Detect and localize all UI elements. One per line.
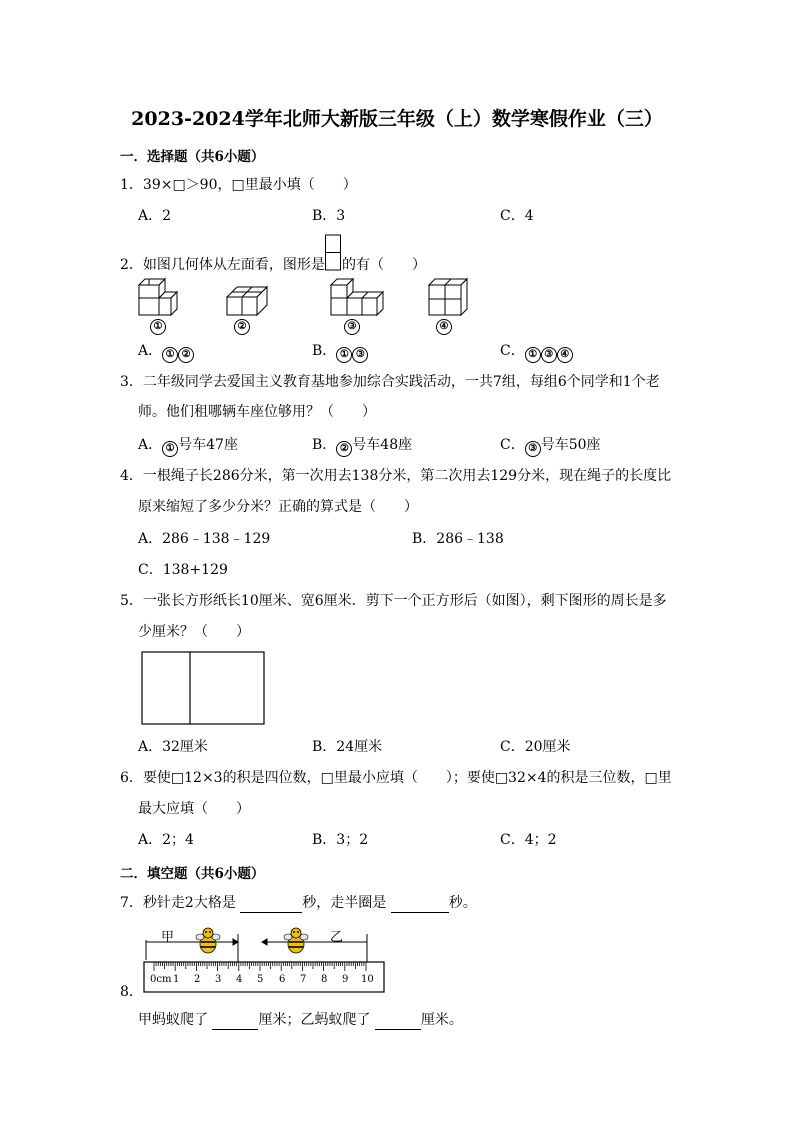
figure-label-1: ① [150,316,166,335]
ruler-tick-label: 5 [257,974,264,985]
q6-option-c[interactable]: C．4；2 [500,832,557,848]
q7-blank-2[interactable] [391,898,449,913]
q5-option-a[interactable]: A．32厘米 [138,739,208,755]
question-1: 1．39×□＞90，□里最小填（ ） [120,177,357,193]
q4-option-b[interactable]: B．286﹣138 [412,531,504,547]
question-5-line2: 少厘米？（ ） [138,624,250,640]
question-8-text: 甲蚂蚁爬了 厘米；乙蚂蚁爬了 厘米。 [138,1012,463,1028]
q1-option-a[interactable]: A．2 [138,208,172,224]
q3-option-c[interactable]: C． ③ 号车50座 [500,435,601,457]
q1-option-b[interactable]: B．3 [312,208,346,224]
cube-figure-2 [226,285,270,317]
ruler-tick-label: 3 [215,974,222,985]
question-8-number: 8． [120,984,143,1000]
q2-option-c[interactable]: C． ① ③ ④ [500,341,573,363]
figure-label-4: ④ [436,316,452,335]
label-jia: 甲 [161,930,175,945]
question-4-line1: 4．一根绳子长286分米，第一次用去138分米，第二次用去129分米，现在绳子的长度比 [120,468,672,484]
section-heading-fill: 二．填空题（共6小题） [120,866,265,882]
q4-option-a[interactable]: A．286﹣138﹣129 [138,531,271,547]
q1-option-c[interactable]: C．4 [500,208,534,224]
q8-blank-2[interactable] [375,1015,421,1030]
rectangle-paper-figure [141,651,266,726]
ruler-tick-label: 8 [321,974,328,985]
question-5-line1: 5．一张长方形纸长10厘米、宽6厘米．剪下一个正方形后（如图），剩下图形的周长是多 [120,593,667,609]
q7-blank-1[interactable] [240,898,302,913]
figure-label-2: ② [234,316,250,335]
bee-icon [284,928,308,953]
ruler-tick-label: 10 [361,974,374,985]
q8-blank-1[interactable] [212,1015,258,1030]
cube-figure-1 [138,277,180,317]
ruler-tick-label: 1 [173,974,180,985]
ruler-unit-label: 0cm [150,974,172,985]
question-3-line1: 3．二年级同学去爱国主义教育基地参加综合实践活动，一共7组，每组6个同学和1个老 [120,374,660,390]
q3-option-b[interactable]: B． ② 号车48座 [312,435,412,457]
label-yi: 乙 [330,930,344,945]
ruler-tick-label: 9 [342,974,349,985]
cube-figure-3 [330,277,386,317]
section-heading-choice: 一．选择题（共6小题） [120,149,265,165]
ruler-tick-label: 2 [194,974,201,985]
page-title: 2023-2024学年北师大新版三年级（上）数学寒假作业（三） [131,108,663,130]
ruler-tick-label: 7 [300,974,307,985]
question-7: 7．秒针走2大格是 秒，走半圈是 秒。 [120,895,477,911]
question-2-start: 2．如图几何体从左面看，图形是 [120,257,325,273]
left-view-figure [325,234,341,272]
question-3-line2: 师。他们租哪辆车座位够用？（ ） [138,404,376,420]
q6-option-b[interactable]: B．3；2 [312,832,369,848]
q5-option-b[interactable]: B．24厘米 [312,739,383,755]
question-2-end: 的有（ ） [342,257,426,273]
cube-figure-4 [428,277,470,317]
q3-option-a[interactable]: A． ① 号车47座 [138,435,238,457]
ruler-tick-label: 6 [279,974,286,985]
question-6-line1: 6．要使□12×3的积是四位数，□里最小应填（ ）；要使□32×4的积是三位数，□里 [120,770,672,786]
q5-option-c[interactable]: C．20厘米 [500,739,571,755]
ruler-tick-label: 4 [236,974,243,985]
question-4-line2: 原来缩短了多少分米？正确的算式是（ ） [138,499,418,515]
bee-icon [196,928,220,953]
question-6-line2: 最大应填（ ） [138,801,250,817]
q6-option-a[interactable]: A．2；4 [138,832,194,848]
q2-option-b[interactable]: B． ① ③ [312,341,368,363]
q2-option-a[interactable]: A． ① ② [138,341,194,363]
q4-option-c[interactable]: C．138+129 [138,562,228,578]
figure-label-3: ③ [344,316,360,335]
